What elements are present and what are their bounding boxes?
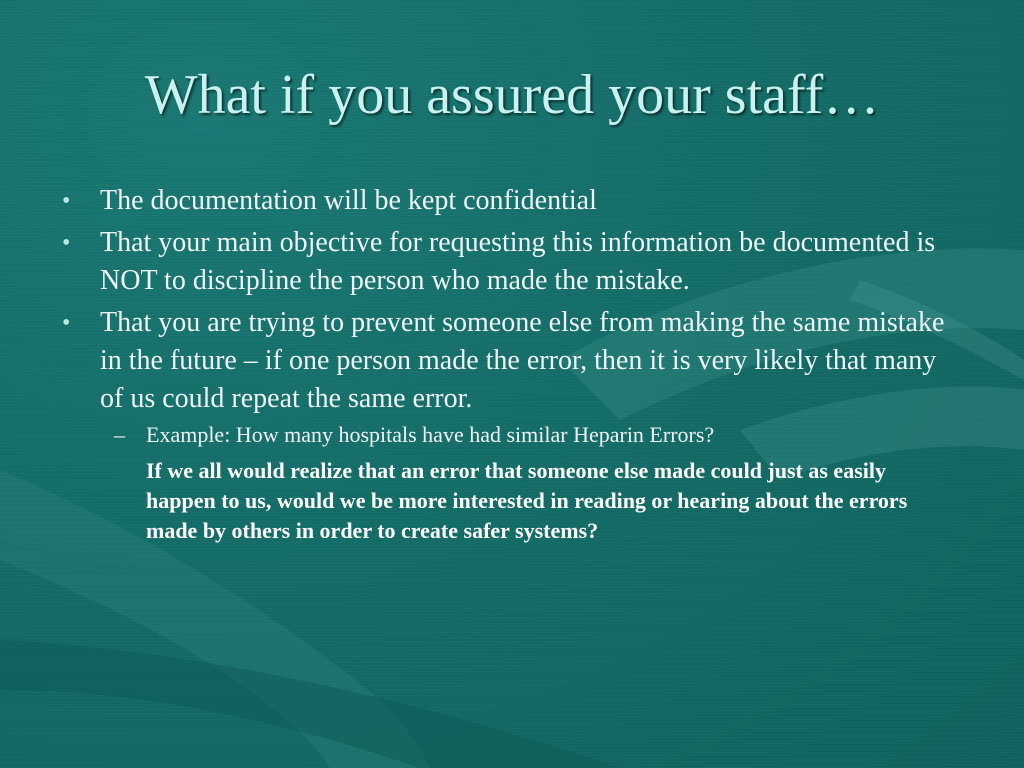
- bold-note: If we all would realize that an error that someone else made could just as easily happen to us, would we be more interested in reading or hearing about the errors made by others in order to create safer systems?: [146, 458, 908, 543]
- bullet-item-confidential: [60, 182, 960, 220]
- bullet-text: That you are trying to prevent someone else from making the same mistake in the future – if one person made the error, then it is very likely that many of us could repeat the same error.: [100, 307, 945, 414]
- bullet-text: The documentation will be kept confidential: [100, 185, 597, 216]
- dash-icon: –: [114, 422, 125, 447]
- slide-title: What if you assured your staff…: [144, 64, 880, 126]
- bullet-text: That your main objective for requesting this information be documented is NOT to discipline the person who made the mistake.: [100, 227, 936, 296]
- bullet-icon: •: [62, 310, 71, 336]
- slide-content: [60, 182, 960, 550]
- sub-bullet-text: Example: How many hospitals have had similar Heparin Errors?: [146, 422, 715, 447]
- bullet-list: [60, 182, 960, 546]
- bullet-icon: •: [62, 230, 71, 256]
- sub-bullet-list: [100, 420, 960, 450]
- bullet-item-prevent: [60, 304, 960, 546]
- bullet-icon: •: [62, 188, 71, 214]
- bullet-item-objective: [60, 224, 960, 300]
- sub-bullet-example: [100, 420, 960, 450]
